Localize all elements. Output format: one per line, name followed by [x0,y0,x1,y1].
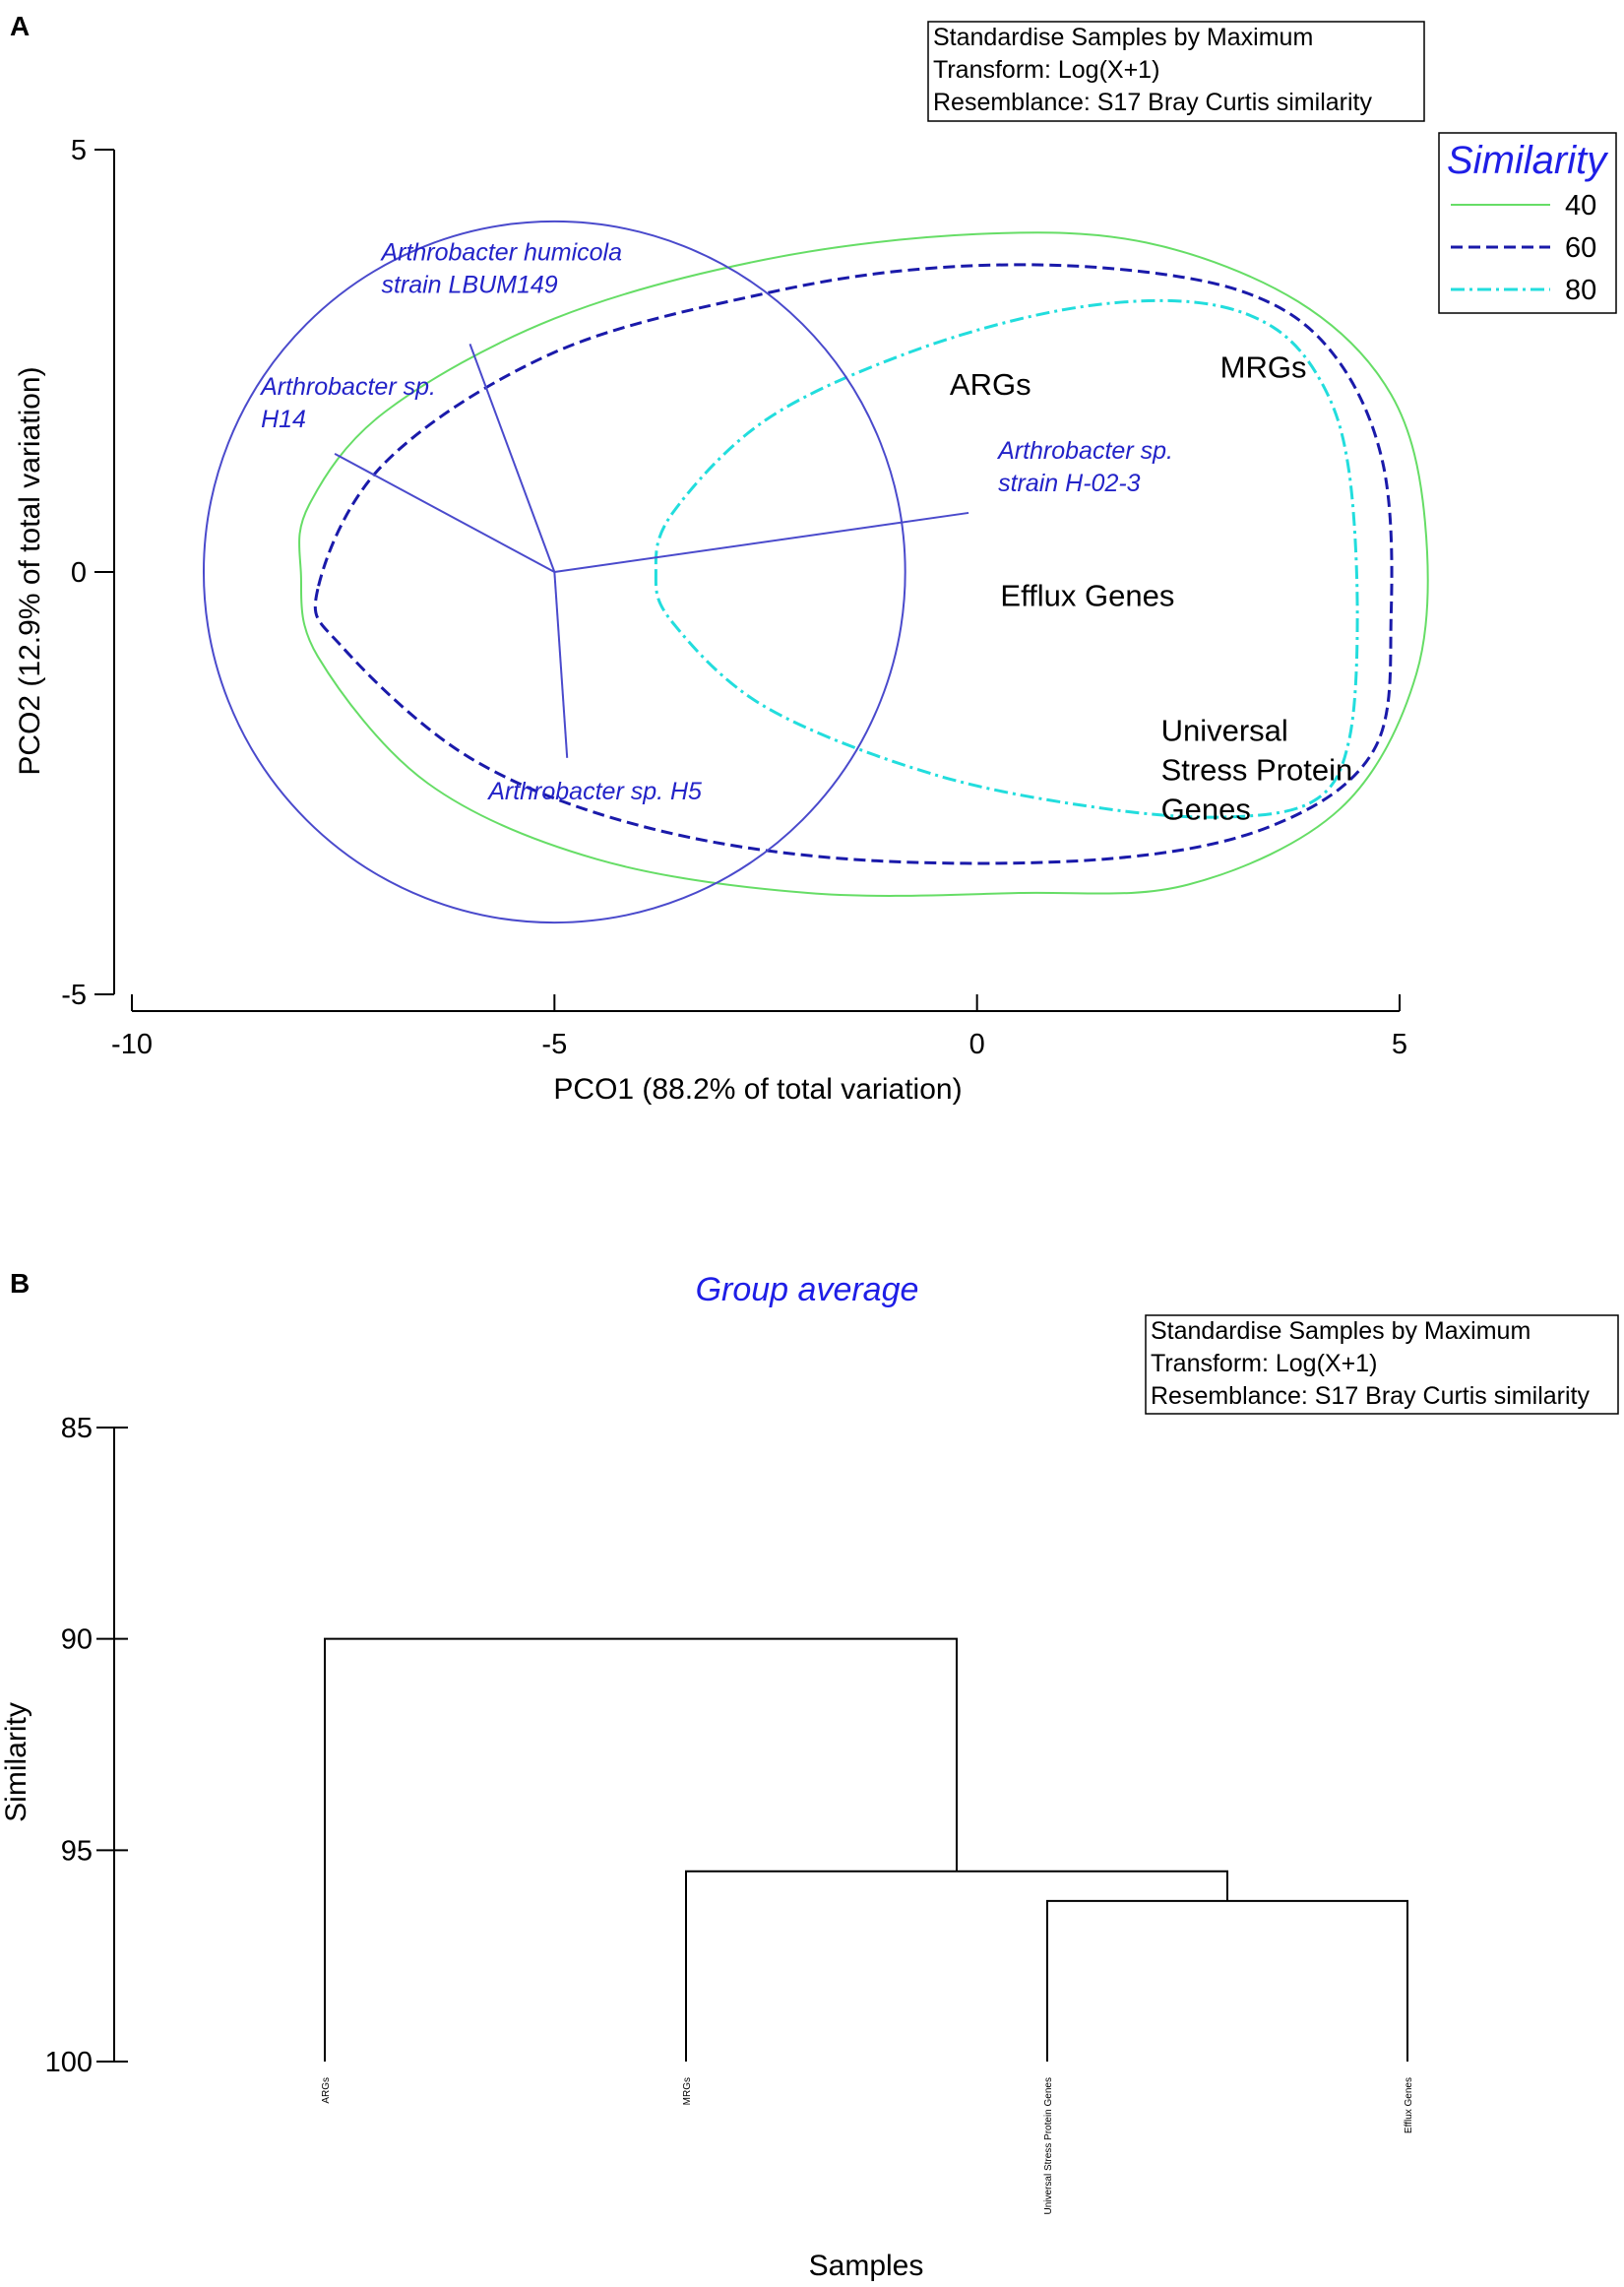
dendrogram-link [686,1872,1227,2062]
dendrogram-title: Group average [695,1271,919,1308]
pco-x-tick-label: -10 [111,1029,153,1060]
dendro-y-axis-label: Similarity [0,1702,32,1822]
legend-label-80: 80 [1565,275,1597,306]
dendrogram-leaf-label: Efflux Genes [1404,2077,1414,2134]
dendrogram-leaf-labels [321,2077,1414,2215]
dendrogram-axes [0,1413,923,2282]
panel-b-letter: B [10,1268,31,1299]
pco-y-tick-label: 5 [70,135,87,166]
vector-label: Arthrobacter sp. strain H-02-3 [998,436,1173,497]
legend-title: Similarity [1447,139,1607,182]
dendro-x-axis-label: Samples [808,2250,924,2282]
info-line-resemblance: Resemblance: S17 Bray Curtis similarity [933,89,1372,116]
info-line-standardise-b: Standardise Samples by Maximum [1151,1317,1531,1345]
info-line-transform: Transform: Log(X+1) [933,56,1160,84]
sample-label: Efflux Genes [1000,578,1175,613]
similarity-contours [299,232,1428,896]
vector-label: Arthrobacter sp. H5 [488,777,702,805]
pco-y-ticks [61,135,114,1011]
pco-x-tick-label: -5 [541,1029,568,1060]
vector-line [469,344,554,572]
vector-line [554,572,567,758]
pco-y-tick-label: 0 [70,557,87,589]
pco-x-tick-label: 0 [968,1029,985,1060]
legend-label-40: 40 [1565,190,1597,222]
info-line-standardise: Standardise Samples by Maximum [933,24,1314,51]
dendro-y-tick-label: 85 [60,1413,93,1444]
vector-label: Arthrobacter sp. H14 [261,372,436,433]
panel-a-info-box [928,22,1424,121]
dendrogram-link [325,1639,957,2062]
sample-labels [950,350,1352,827]
panel-a-letter: A [10,11,31,41]
panel-b [0,1268,1618,2282]
contour-40 [299,232,1428,896]
pco-x-axis-label: PCO1 (88.2% of total variation) [553,1073,963,1106]
dendro-y-ticks [45,1413,128,2078]
dendrogram-leaf-label: MRGs [682,2077,693,2106]
sample-label: Universal Stress Protein Genes [1160,713,1353,827]
legend-label-60: 60 [1565,232,1597,264]
pco-x-tick-label: 5 [1391,1029,1408,1060]
dendrogram-link [1047,1901,1407,2062]
dendrogram-leaf-label: ARGs [321,2077,332,2104]
similarity-legend [1439,133,1616,313]
panel-b-info-box [1146,1315,1618,1414]
pco-y-tick-label: -5 [61,980,87,1011]
sample-label: ARGs [949,366,1031,402]
pco-plot-area [204,222,1428,922]
vector-line [335,454,554,572]
info-line-resemblance-b: Resemblance: S17 Bray Curtis similarity [1151,1382,1590,1410]
vector-label: Arthrobacter humicola strain LBUM149 [381,238,623,299]
pco-x-ticks [111,994,1407,1060]
dendrogram-leaf-label: Universal Stress Protein Genes [1043,2077,1054,2215]
dendrogram-tree [325,1639,1407,2062]
vector-overlay [204,222,1173,922]
sample-label: MRGs [1219,349,1307,385]
dendro-y-tick-label: 90 [60,1623,93,1656]
panel-a [10,11,1616,1106]
dendro-y-tick-label: 95 [60,1835,93,1868]
dendro-y-tick-label: 100 [44,2047,93,2078]
vector-line [554,513,968,572]
info-line-transform-b: Transform: Log(X+1) [1151,1350,1378,1377]
pco-y-axis-label: PCO2 (12.9% of total variation) [14,366,46,776]
